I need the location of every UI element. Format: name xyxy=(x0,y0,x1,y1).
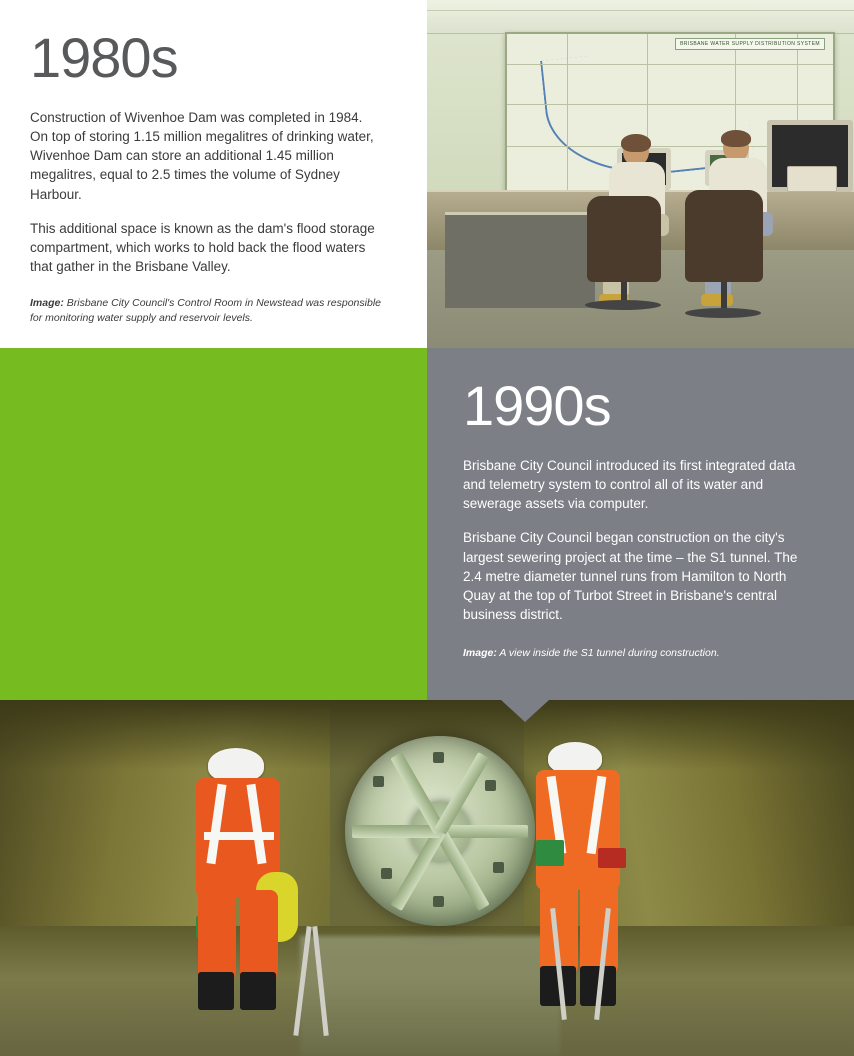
section-1990s xyxy=(0,348,854,700)
image-caption-1990s xyxy=(463,646,806,661)
caption-text-1990s: A view inside the S1 tunnel during construction. xyxy=(496,647,720,660)
office-chair-right xyxy=(685,190,763,282)
green-block xyxy=(0,348,427,700)
decade-heading-1990s: 1990s xyxy=(463,374,611,437)
map-gridline xyxy=(507,104,835,105)
panel-pointer-notch xyxy=(501,700,549,722)
cutter-tooth xyxy=(485,780,496,791)
safety-boot xyxy=(240,972,276,1010)
cutter-tooth xyxy=(433,752,444,763)
paragraph-1990s-1: Brisbane City Council introduced its first integrated data and telemetry system to control all of its water and sewerage assets via computer. xyxy=(463,458,796,512)
operator-hair xyxy=(721,130,751,147)
paragraph-1980s-1: Construction of Wivenhoe Dam was completed in 1984. On top of storing 1.15 million megalitres of drinking water, Wivenhoe Dam can store an additional 1.45 million megalitres, equal to 2.5 times the volume of Sydney Harbour. xyxy=(30,110,374,202)
cutter-tooth xyxy=(493,862,504,873)
hi-vis-overalls-leg xyxy=(198,890,236,980)
operator-shoe xyxy=(701,294,733,306)
text-panel-1990s xyxy=(427,348,854,700)
equipment-box xyxy=(598,848,626,868)
hi-vis-overalls-leg xyxy=(240,890,278,980)
tunnel-water xyxy=(300,936,560,1056)
tunnel-boring-machine-cutter-head xyxy=(345,736,535,926)
control-room-ceiling xyxy=(427,0,854,34)
foreground-desk xyxy=(445,212,595,308)
map-title-label: BRISBANE WATER SUPPLY DISTRIBUTION SYSTEM xyxy=(675,38,825,50)
photo-control-room xyxy=(427,0,854,348)
safety-boot xyxy=(198,972,234,1010)
cutter-tooth xyxy=(373,776,384,787)
decade-heading-1980s: 1980s xyxy=(30,26,178,89)
cutter-tooth xyxy=(381,868,392,879)
cutter-arm xyxy=(434,752,489,835)
hi-vis-overalls-leg xyxy=(580,882,618,974)
chair-base-left xyxy=(585,300,661,310)
safety-helmet xyxy=(208,748,264,782)
cutter-arm xyxy=(440,825,528,838)
text-panel-1980s xyxy=(0,0,427,348)
caption-text-1980s: Brisbane City Council's Control Room in Newstead was responsible for monitoring water supply and reservoir levels. xyxy=(30,297,381,324)
map-gridline xyxy=(507,64,835,65)
paragraph-1980s-2: This additional space is known as the dam's flood storage compartment, which works to hold back the flood waters that gather in the Brisbane Valley. xyxy=(30,220,375,275)
caption-label-1980s: Image: xyxy=(30,297,64,310)
operator-hair xyxy=(621,134,651,152)
caption-label-1990s: Image: xyxy=(463,647,497,660)
cutter-tooth xyxy=(433,896,444,907)
harness-strap xyxy=(204,832,274,840)
equipment-box xyxy=(536,840,564,866)
office-chair-left xyxy=(587,196,661,282)
map-gridline xyxy=(567,34,568,192)
cutter-arm xyxy=(352,825,440,838)
chair-base-right xyxy=(685,308,761,318)
section-1980s xyxy=(0,0,854,348)
photo-s1-tunnel xyxy=(0,700,854,1056)
image-caption-1980s xyxy=(30,296,383,325)
paragraph-1990s-2: Brisbane City Council began construction on the city's largest sewering project at the time – the S1 tunnel. The 2.4 metre diameter tunnel runs from Hamilton to North Quay at the top of Turbot Street in Brisbane's central business district. xyxy=(463,530,798,623)
printer xyxy=(787,166,837,192)
